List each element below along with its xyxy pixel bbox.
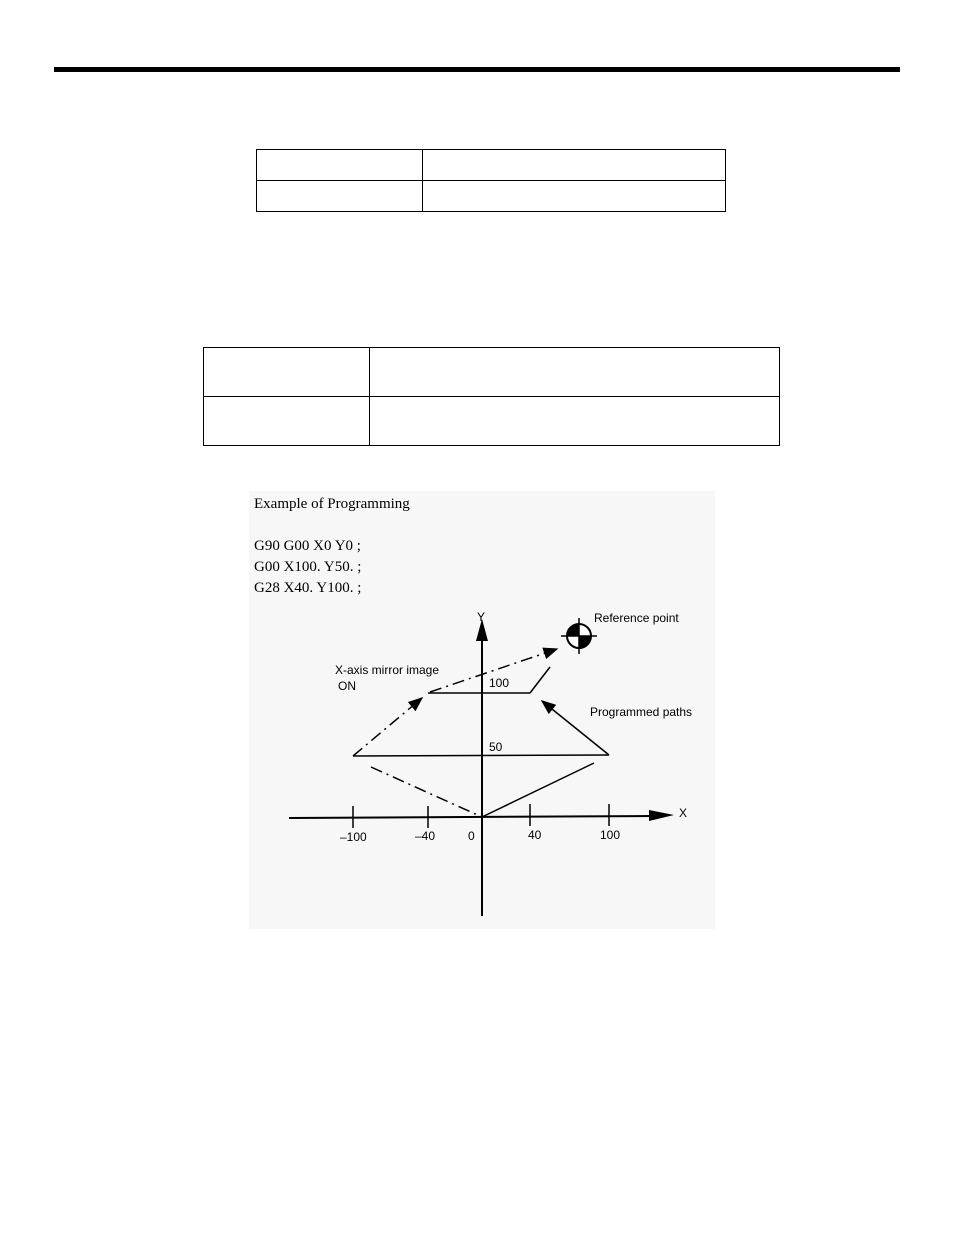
table-top xyxy=(256,149,726,212)
y-axis-label: Y xyxy=(477,610,486,624)
path-y50-line xyxy=(353,755,609,756)
x-axis-arrowhead xyxy=(649,810,674,821)
reference-point-label: Reference point xyxy=(594,611,679,625)
table-cell xyxy=(204,397,370,446)
table-cell xyxy=(370,397,780,446)
tick-label-y-50: 50 xyxy=(489,740,503,754)
figure-title: Example of Programming xyxy=(254,496,410,512)
reference-point-icon xyxy=(561,618,597,654)
table-cell xyxy=(257,181,423,212)
tick-label-x-zero: 0 xyxy=(468,829,475,843)
x-axis xyxy=(289,816,654,818)
tick-label-x-40: 40 xyxy=(528,828,542,842)
table-cell xyxy=(204,348,370,397)
mirror-image-diagram xyxy=(249,491,715,929)
mirror-path-origin xyxy=(371,767,482,817)
table-row xyxy=(257,181,726,212)
tick-label-x-neg100: –100 xyxy=(340,830,367,844)
tick-label-x-100: 100 xyxy=(600,828,621,842)
code-line: G90 G00 X0 Y0 ; xyxy=(254,538,361,554)
tick-label-x-neg40: –40 xyxy=(415,829,436,843)
code-line: G00 X100. Y50. ; xyxy=(254,559,362,575)
path-to-reference xyxy=(530,667,550,693)
programming-example-figure xyxy=(249,491,715,929)
mirror-path-up xyxy=(353,698,422,756)
code-line: G28 X40. Y100. ; xyxy=(254,580,362,596)
table-row xyxy=(204,348,780,397)
table-row xyxy=(204,397,780,446)
table-row xyxy=(257,150,726,181)
table-cell xyxy=(423,150,726,181)
table-middle xyxy=(203,347,780,446)
mirror-label-line2: ON xyxy=(338,679,356,693)
programmed-paths-label: Programmed paths xyxy=(590,705,693,719)
table-cell xyxy=(370,348,780,397)
mirror-label-line1: X-axis mirror image xyxy=(335,663,440,677)
table-cell xyxy=(257,150,423,181)
table-cell xyxy=(423,181,726,212)
path-origin-to-x100y50 xyxy=(482,763,594,817)
x-axis-label: X xyxy=(679,806,688,820)
header-rule xyxy=(54,67,900,72)
tick-label-y-100: 100 xyxy=(489,676,510,690)
